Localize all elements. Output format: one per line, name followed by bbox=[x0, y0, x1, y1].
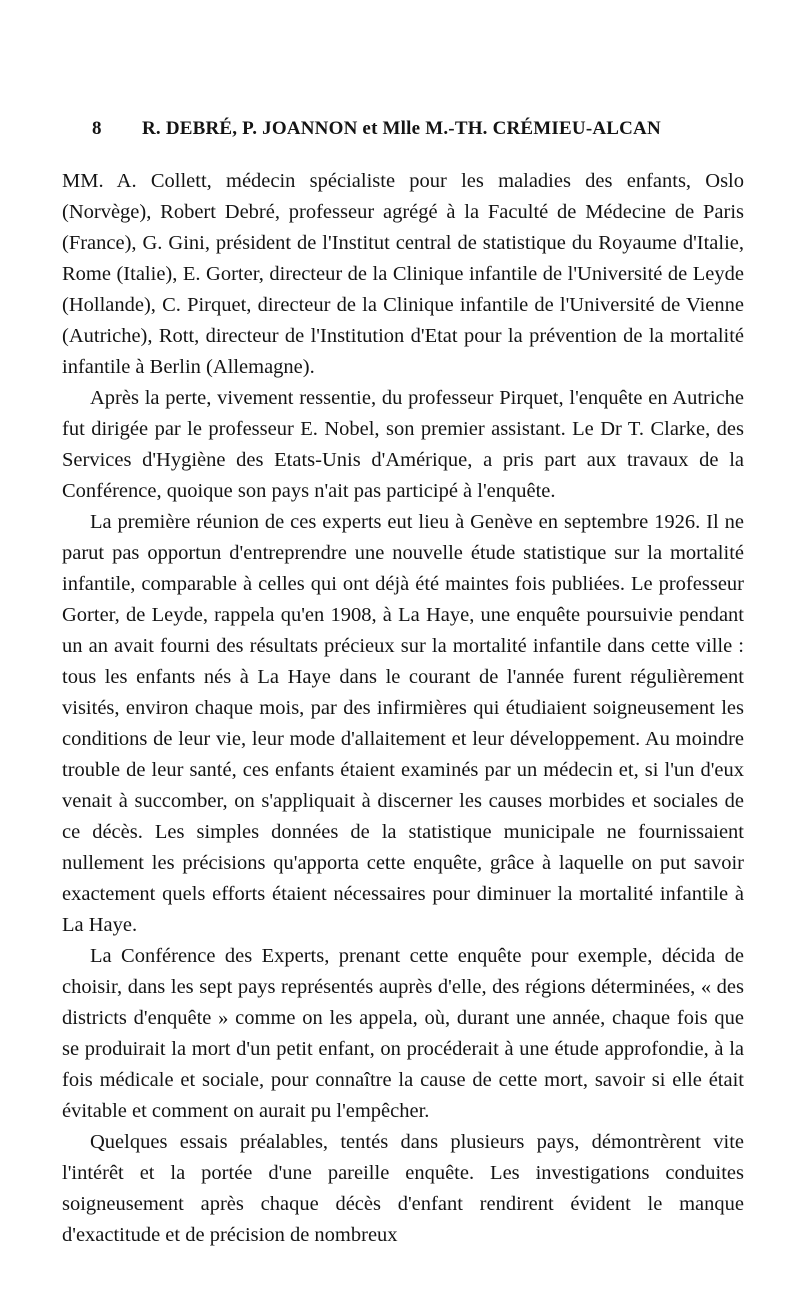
running-head: R. DEBRÉ, P. JOANNON et Mlle M.-TH. CRÉMIEU-ALCAN bbox=[142, 118, 661, 139]
paragraph-first-meeting: La première réunion de ces experts eut lieu à Genève en septembre 1926. Il ne parut pas opportun d'entreprendre une nouvelle étude statistique sur la mortalité infantile, comparable à celles qui ont déjà été maintes fois publiées. Le professeur Gorter, de Leyde, rappela qu'en 1908, à La Haye, une enquête poursuivie pendant un an avait fourni des résultats précieux sur la mortalité infantile dans cette ville : tous les enfants nés à La Haye dans le courant de l'année furent régulièrement visités, environ chaque mois, par des infirmières qui étudiaient soigneusement les conditions de leur vie, leur mode d'allaitement et leur développement. Au moindre trouble de leur santé, ces enfants étaient examinés par un médecin et, si l'un d'eux venait à succomber, on s'appliquait à discerner les causes morbides et sociales de ce décès. Les simples données de la statistique municipale ne fournissaient nullement les précisions qu'apporta cette enquête, grâce à laquelle on put savoir exactement quels efforts étaient nécessaires pour diminuer la mortalité infantile à La Haye. bbox=[62, 511, 744, 936]
paragraph-experts-list: MM. A. Collett, médecin spécialiste pour les maladies des enfants, Oslo (Norvège), Robert Debré, professeur agrégé à la Faculté de Médecine de Paris (France), G. Gini, président de l'Institut central de statistique du Royaume d'Italie, Rome (Italie), E. Gorter, directeur de la Clinique infantile de l'Université de Leyde (Hollande), C. Pirquet, directeur de la Clinique infantile de l'Université de Vienne (Autriche), Rott, directeur de l'Institution d'Etat pour la prévention de la mortalité infantile à Berlin (Allemagne). bbox=[62, 170, 744, 378]
body-text bbox=[62, 166, 744, 1251]
page-header bbox=[92, 118, 722, 148]
paragraph-conference-decision: La Conférence des Experts, prenant cette enquête pour exemple, décida de choisir, dans les sept pays représentés auprès d'elle, des régions déterminées, « des districts d'enquête » comme on les appela, où, durant une année, chaque fois que se produirait la mort d'un petit enfant, on procéderait à une étude approfondie, à la fois médicale et sociale, pour connaître la cause de cette mort, savoir si elle était évitable et comment on aurait pu l'empêcher. bbox=[62, 945, 744, 1122]
page-number: 8 bbox=[92, 118, 102, 139]
paragraph-preliminary-trials: Quelques essais préalables, tentés dans plusieurs pays, démontrèrent vite l'intérêt et la portée d'une pareille enquête. Les investigations conduites soigneusement après chaque décès d'enfant rendirent évident le manque d'exactitude et de précision de nombreux bbox=[62, 1131, 744, 1246]
paragraph-pirquet: Après la perte, vivement ressentie, du professeur Pirquet, l'enquête en Autriche fut dirigée par le professeur E. Nobel, son premier assistant. Le Dr T. Clarke, des Services d'Hygiène des Etats-Unis d'Amérique, a pris part aux travaux de la Conférence, quoique son pays n'ait pas participé à l'enquête. bbox=[62, 387, 744, 502]
